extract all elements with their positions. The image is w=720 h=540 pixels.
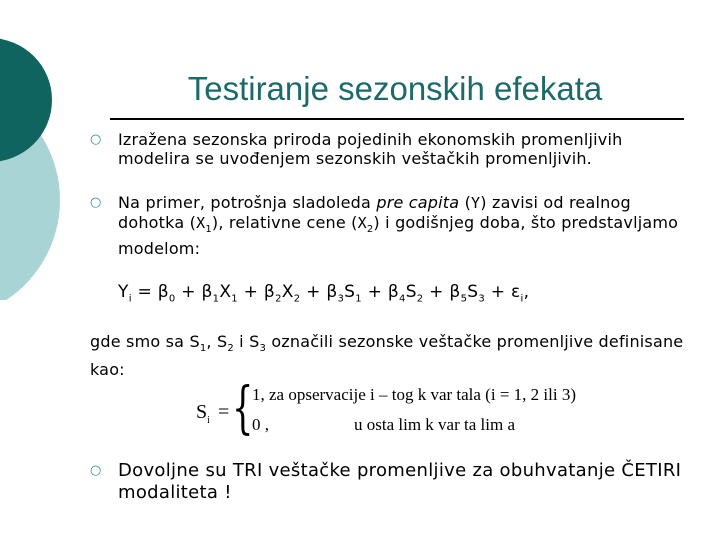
regression-formula: $Y_i = \beta_0 + \beta_1X_1 + \beta_2X_2 + \beta_3S_1 + \beta_4S_2 + \beta_5S_3 + \varepsilon_i$, xyxy=(118,282,530,305)
formula-term: + β xyxy=(423,282,461,302)
bullet-text-1: Izražena sezonska priroda pojedinih ekonomskih promenljivih modelira se uvođenjem sezonskih veštačkih promenljivih. xyxy=(118,130,623,168)
formula-subscript: 2 xyxy=(416,293,424,305)
piecewise-lhs: $S_i$ xyxy=(196,401,210,426)
formula-subscript: 2 xyxy=(275,293,282,305)
formula-term: + ε xyxy=(485,282,521,302)
formula-term: + β xyxy=(175,282,213,302)
formula-term: S xyxy=(467,282,479,302)
formula-term: = β xyxy=(131,282,169,302)
definition-text: gde smo sa $S_1$, $S_2$ i $S_3$ označili sezonske veštačke promenljive definisane kao: xyxy=(90,332,684,380)
piecewise-definition xyxy=(196,376,616,443)
formula-subscript: 1 xyxy=(231,293,238,305)
title-divider xyxy=(110,118,684,120)
bullet-text-3: Dovoljne su TRI veštačke promenljive za obuhvatanje ČETIRI modaliteta ! xyxy=(118,460,682,503)
formula-term: S xyxy=(344,282,356,302)
formula-term: S xyxy=(405,282,417,302)
piecewise-row-2-condition: u osta lim k var ta lim a xyxy=(354,415,515,434)
bullet-ring-icon: ○ xyxy=(90,195,102,210)
formula-term: + β xyxy=(237,282,276,302)
brace-icon: { xyxy=(232,376,254,441)
formula-term: + β xyxy=(300,282,338,302)
formula-term: + β xyxy=(361,282,400,302)
slide-title: Testiranje sezonskih efekata xyxy=(187,70,603,107)
decorative-circles xyxy=(0,0,80,300)
formula-term: X xyxy=(281,282,294,302)
formula-subscript: 3 xyxy=(337,293,345,305)
piecewise-equals: = xyxy=(218,401,230,423)
formula-subscript: 1 xyxy=(355,293,362,305)
bullet-ring-icon: ○ xyxy=(90,132,102,147)
formula-term: X xyxy=(219,282,232,302)
formula-subscript: 0 xyxy=(168,293,176,305)
formula-subscript: 3 xyxy=(478,293,486,305)
formula-subscript: i xyxy=(520,293,524,305)
piecewise-row-1: 1, za opservacije i – tog k var tala (i = 1, 2 ili 3) xyxy=(252,385,576,404)
formula-subscript: 5 xyxy=(460,293,468,305)
piecewise-row-2-value: 0 , xyxy=(252,415,269,434)
formula-subscript: 2 xyxy=(293,293,301,305)
bullet-text-2: Na primer, potrošnja sladoleda pre capita (Y) zavisi od realnog dohotka $(X_1)$, relativne cene $(X_2)$ i godišnjeg doba, što predstavljamo modelom: xyxy=(118,193,679,259)
formula-subscript: 4 xyxy=(399,293,406,305)
formula-subscript: 1 xyxy=(212,293,220,305)
bullet-ring-icon: ○ xyxy=(90,463,102,478)
